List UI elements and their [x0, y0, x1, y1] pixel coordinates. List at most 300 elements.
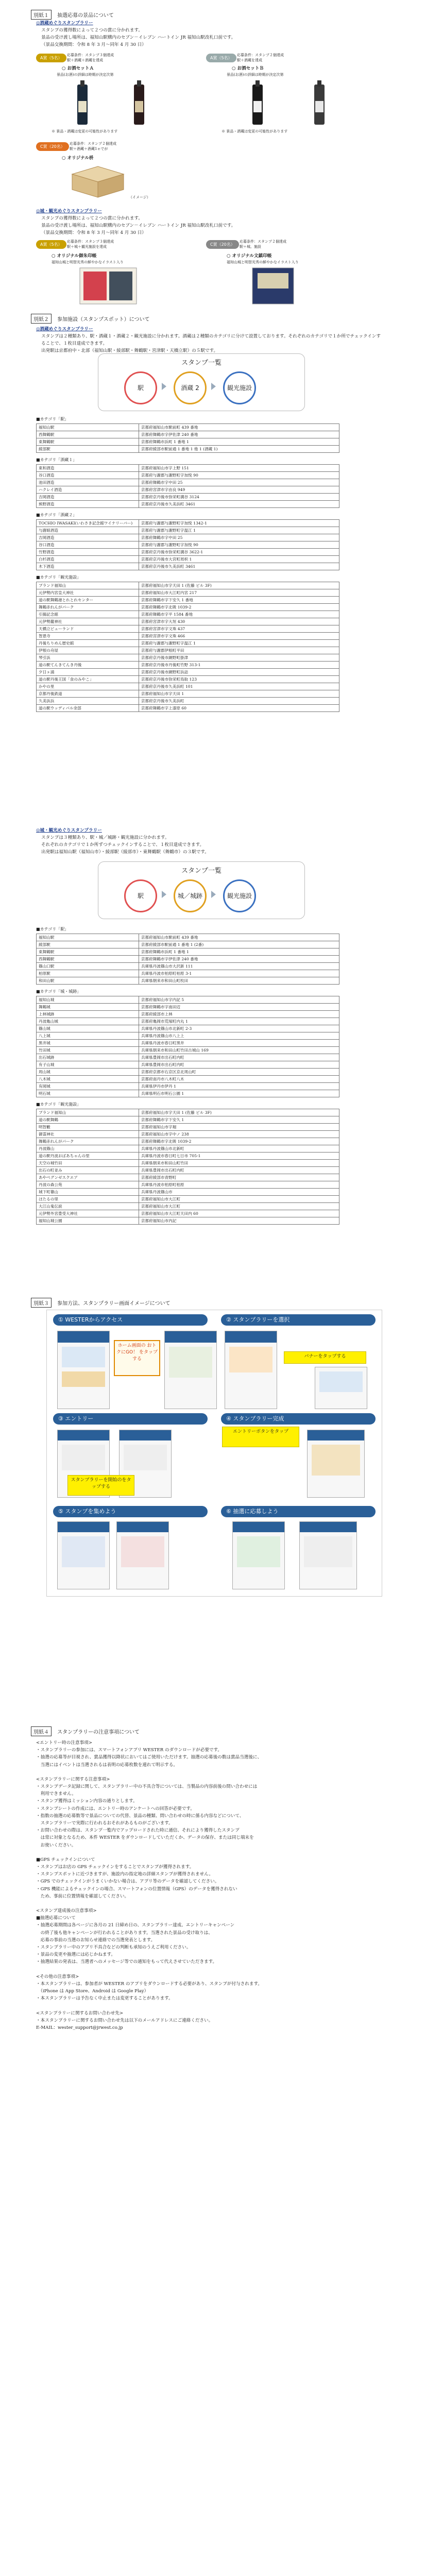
prize-cond: 応募条件：スタンプ２個達成 駅＋酒蔵＋酒蔵1ゃでが: [70, 142, 116, 151]
facility-address: 京都府宮津市字大垣 430: [139, 618, 339, 625]
step-header: ⑥ 抽選に応募しよう: [221, 1506, 376, 1517]
facility-address: 京都府福知山市字上野 151: [139, 465, 339, 472]
table-row: [37, 941, 339, 948]
table-row: [37, 472, 339, 479]
prize-cond: 応募条件：スタンプ３個達成 駅＋城＋観光施設を達成: [67, 240, 114, 249]
phone-screen: [164, 1331, 217, 1409]
facility-address: 京都府綾部市上林: [139, 1011, 339, 1018]
table-row: [37, 705, 339, 712]
table-row: [37, 446, 339, 453]
facility-name: 有岡城: [37, 1083, 139, 1090]
facility-name: 黒井城: [37, 1040, 139, 1047]
table-row: [37, 633, 339, 640]
section-badge: 別紙３: [31, 1298, 52, 1308]
facility-name: 天空の城竹田: [37, 1160, 139, 1167]
facility-address: 京都府舞鶴市字下安久 1: [139, 1116, 339, 1124]
prize-note: （イメージ）: [129, 195, 150, 199]
facility-address: 京都府京丹後市久美浜町 101: [139, 683, 339, 690]
callout-note: スタンプラリーを開始のをタップする: [67, 1475, 134, 1496]
section-title: スタンプラリーの注意事項について: [57, 1730, 140, 1735]
table-row: [37, 611, 339, 618]
stamp-list-card: [98, 353, 305, 411]
table-row: [37, 948, 339, 956]
facility-name: 出石の町並み: [37, 1167, 139, 1174]
facility-address: 京都府京丹後市丹後町竹野 313-1: [139, 662, 339, 669]
stamp-station: 駅: [124, 371, 157, 404]
facility-address: 京都府福知山市大江町: [139, 1196, 339, 1203]
table-row: [37, 1040, 339, 1047]
table-row: [37, 1167, 339, 1174]
facility-table: [36, 582, 339, 712]
table-row: [37, 1083, 339, 1090]
facility-address: 京都府福知山市内記: [139, 1217, 339, 1225]
table-row: [37, 520, 339, 527]
facility-address: 京都府京丹後市久美浜町 3461: [139, 563, 339, 570]
facility-name: 池田酒造: [37, 479, 139, 486]
table-row: [37, 1061, 339, 1069]
notes-line: <スタンプラリーに関するお問い合わせ先>: [36, 2010, 124, 2016]
facility-address: 京都府京丹後市弥栄町溝谷 3124: [139, 494, 339, 501]
facility-name: 八上城: [37, 1032, 139, 1040]
facility-name: 吉岡酒造: [37, 494, 139, 501]
wooden-masu-icon: [67, 164, 129, 200]
facility-name: 出石城跡: [37, 1054, 139, 1061]
stamp-station: 駅: [124, 879, 157, 912]
facility-address: 京都府舞鶴市字平 1584 番地: [139, 611, 339, 618]
table-row: [37, 563, 339, 570]
notes-line: ・GPS でのチェックインがうまくいかない場合は、アプリ等のデータを確認してください。: [36, 1879, 219, 1885]
table-row: [37, 494, 339, 501]
notes-line: <その他の注意事項>: [36, 1974, 79, 1979]
table-heading: ■カテゴリ「駅」: [36, 417, 69, 421]
facility-name: ブランド福知山: [37, 1109, 139, 1116]
phone-screen: [315, 1367, 367, 1409]
facility-address: 京都府福知山市字堀: [139, 1124, 339, 1131]
table-row: [37, 486, 339, 494]
facility-name: 吉岡酒造: [37, 534, 139, 541]
facility-address: 京都府福知山市字天田 1: [139, 690, 339, 698]
facility-name: 元伊勢外宮豊受大神社: [37, 1210, 139, 1217]
section-notes: [31, 1726, 395, 2031]
facility-name: 熊野酒造: [37, 501, 139, 508]
facility-address: 兵庫県朝来市和田山町竹田古城山 169: [139, 1047, 339, 1054]
subheading: ◎城・観光めぐりスタンプラリー: [36, 828, 102, 833]
table-row: [37, 1076, 339, 1083]
facility-name: 舞鶴赤れんがパーク: [37, 1138, 139, 1145]
notes-line: ・抽選応募期間は各ページに各月の 21 日締め日の、スタンプラリー達成、エントリーキャンペーン: [36, 1923, 235, 1928]
facility-address: 京都府舞鶴市浜町 1 番地 1: [139, 948, 339, 956]
paragraph: 景品の受け渡し場所は、福知山駅構内のセブン－イレブン ハートイン JR 福知山駅改札口前です。: [41, 223, 236, 228]
facility-address: 兵庫県朝来市和田山町枚田: [139, 977, 339, 985]
facility-address: 兵庫県丹波市春日町七日市 705-1: [139, 1153, 339, 1160]
table-heading: ■カテゴリ「酒蔵２」: [36, 513, 77, 517]
paragraph: スタンプは３種類あり、駅・城／城跡・観光施設に分かれます。: [41, 835, 169, 840]
facility-name: 城下町篠山: [37, 1189, 139, 1196]
facility-address: 京都府与謝郡与謝野町字温江 1: [139, 640, 339, 647]
facility-name: 丹波の森公苑: [37, 1181, 139, 1189]
facility-address: 京都府宮津市字文珠 466: [139, 633, 339, 640]
tables-castle: [31, 922, 395, 1225]
facility-address: 京都府与謝郡与謝野町字温江 1: [139, 527, 339, 534]
table-row: [37, 501, 339, 508]
facility-name: 木下酒造: [37, 563, 139, 570]
table-row: [37, 662, 339, 669]
facility-name: 天橋立ビューランド: [37, 625, 139, 633]
facility-table: [36, 423, 339, 453]
facility-name: かやの里: [37, 683, 139, 690]
phone-screen: [299, 1521, 357, 1589]
facility-address: 京都府亀岡市荒塚町内丸 1: [139, 1018, 339, 1025]
facility-name: 有子山城: [37, 1061, 139, 1069]
facility-address: 京都府京丹後市久美浜町: [139, 698, 339, 705]
facility-name: TOCHIO IWASAKI(いわさき記念館ワイナリーバー): [37, 520, 139, 527]
table-row: [37, 1189, 339, 1196]
notes-line: ・抽選結果の発表は、当選者へのメッセージ等での通知をもって代えさせていただきます。: [36, 1959, 217, 1965]
facility-name: 東和酒造: [37, 465, 139, 472]
facility-address: 京都府京都市右京区京北周山町: [139, 1069, 339, 1076]
table-row: [37, 618, 339, 625]
prize-cond: 応募条件：スタンプ３個達成 駅＋酒蔵＋酒蔵を達成: [67, 53, 114, 62]
facility-name: 綾部駅: [37, 446, 139, 453]
section-facilities: [31, 313, 395, 354]
prize-label: A賞（5名）: [36, 54, 66, 62]
facility-address: 京都府福知山市字天田 1 (佐藤 ビル 3F): [139, 582, 339, 589]
table-row: [37, 556, 339, 563]
facility-address: 京都府福知山市字内記 5: [139, 996, 339, 1004]
notes-line: <スタンプラリーに関する注意事項>: [36, 1776, 110, 1782]
arrow-right-icon: [162, 383, 166, 390]
facility-name: 道の駅丹後王国「食のみやこ」: [37, 676, 139, 683]
facility-name: 福知山城公園: [37, 1217, 139, 1225]
facility-address: 京都府福知山市大江町天田内 60: [139, 1210, 339, 1217]
prize-cond: 応募条件：スタンプ２個達成 駅＋城、施設: [240, 240, 286, 249]
table-row: [37, 1032, 339, 1040]
facility-address: 京都府福知山市字中ノ 238: [139, 1131, 339, 1138]
stamp-brewery: 酒蔵 2: [174, 371, 207, 404]
facility-name: ほたるの里: [37, 1196, 139, 1203]
notes-line: <エントリー時の注意事項>: [36, 1740, 92, 1745]
notes-line: ・本スタンプラリーに関するお問い合わせ先は以下のメールアドレスにご連絡ください。: [36, 2018, 213, 2023]
facility-name: 白杉酒造: [37, 556, 139, 563]
sake-bottles-icon: [57, 80, 175, 127]
step-header: ④ スタンプラリー完成: [221, 1413, 376, 1425]
table-row: [37, 582, 339, 589]
section-title: 参加方法、スタンプラリー画面イメージについて: [57, 1301, 171, 1307]
facility-address: 京都府与謝郡与謝野町字加悦 1342-1: [139, 520, 339, 527]
notes-line: お使いください。: [36, 1842, 76, 1848]
table-row: [37, 1004, 339, 1011]
facility-address: 京都府京丹後市網野町掛津: [139, 654, 339, 662]
table-row: [37, 604, 339, 611]
table-row: [37, 1124, 339, 1131]
facility-table: [36, 1109, 339, 1225]
phone-screen: [307, 1430, 365, 1498]
table-heading: ■カテゴリ「酒蔵１」: [36, 457, 77, 462]
facility-address: 京都府舞鶴市字中田 25: [139, 479, 339, 486]
callout-note: エントリーボタンをタップ: [222, 1427, 299, 1447]
facility-name: 舞鶴赤れんがパーク: [37, 604, 139, 611]
table-row: [37, 956, 339, 963]
table-row: [37, 1160, 339, 1167]
phone-screen: [232, 1521, 285, 1589]
table-heading: ■カテゴリ「観光施設」: [36, 1102, 81, 1107]
notes-line: [36, 1900, 395, 1907]
facility-address: 京都府京丹後市大宮町周枳 1: [139, 556, 339, 563]
notes-line: ■抽選応募について: [36, 1916, 76, 1921]
arrow-right-icon: [162, 891, 166, 898]
notes-line: は常に対象となるため、本件 WESTER をダウンロードしていただくか、データの保存、または同じ端末を: [36, 1835, 254, 1841]
notes-body: [36, 1739, 395, 2031]
table-row: [37, 676, 339, 683]
notes-line: [36, 2003, 395, 2010]
facility-table: [36, 519, 339, 570]
facility-name: 元伊勢籠神社: [37, 618, 139, 625]
goshuincho-image-icon: [77, 265, 139, 307]
facility-name: 与謝娘酒造: [37, 527, 139, 534]
facility-name: 福知山駅: [37, 424, 139, 431]
facility-address: 京都府福知山市字天田 1 (佐藤 ビル 3F): [139, 1109, 339, 1116]
facility-name: ブランド福知山: [37, 582, 139, 589]
facility-address: 京都府舞鶴市浜町 1 番地 1: [139, 438, 339, 446]
facility-address: 京都府舞鶴市字伊佐津 240 番地: [139, 956, 339, 963]
table-row: [37, 1153, 339, 1160]
notes-line: ・本スタンプラリーは予告なく中止または変更することがあります。: [36, 1996, 173, 2002]
facility-address: 兵庫県豊岡市出石町内町: [139, 1061, 339, 1069]
facility-name: あやべグンゼスクエア: [37, 1174, 139, 1181]
facility-name: 西舞鶴駅: [37, 431, 139, 438]
table-row: [37, 1090, 339, 1097]
notes-line: ・お問い合わせの際は、スタンプ一覧内でアップロードされた時に通信、それにより獲得したスタンプ: [36, 1828, 240, 1834]
tables-sake: [31, 412, 395, 712]
notes-line: ・指数の抽選の応募数等で景品についての代替、景品の種類、問い合わせの時に係る内容などについて、: [36, 1813, 244, 1819]
prize-note: 福知山城と明智光秀の鮮やかなイラスト入り: [227, 260, 299, 264]
callout-note: ホーム画面の おトクにGO！ をタップする: [114, 1340, 160, 1376]
facility-name: 福知山城: [37, 996, 139, 1004]
facility-address: 兵庫県豊岡市出石町内町: [139, 1167, 339, 1174]
notes-line: ・景品の変更や抽選には応じかねます。: [36, 1952, 116, 1958]
facility-table: [36, 464, 339, 508]
facility-name: 竹田城: [37, 1047, 139, 1054]
facility-name: 舞鶴城: [37, 1004, 139, 1011]
facility-name: 東舞鶴駅: [37, 438, 139, 446]
table-row: [37, 465, 339, 472]
table-row: [37, 549, 339, 556]
phone-screen: [225, 1331, 277, 1409]
table-row: [37, 424, 339, 431]
arrow-right-icon: [211, 383, 216, 390]
facility-address: 京都府与謝郡与謝野町字加悦 90: [139, 541, 339, 549]
prize-note: 景品(お酒)の詳細は時期が決定次第: [227, 73, 284, 77]
notes-line: ・抽選の応募等が目視され、賞品獲得以降状においてはご使用いただけます。抽選の応募後の数は賞品当選後に、: [36, 1755, 262, 1760]
facility-name: 丹後ちりめん歴史館: [37, 640, 139, 647]
facility-name: 柏原駅: [37, 970, 139, 977]
facility-address: 京都府舞鶴市字南田辺: [139, 1004, 339, 1011]
facility-name: 福知山駅: [37, 934, 139, 941]
table-row: [37, 541, 339, 549]
facility-address: 兵庫県丹波市柏原町柏原 3-1: [139, 970, 339, 977]
table-row: [37, 1217, 339, 1225]
prize-set-a: ○ お酒セットＡ 景品(お酒)の詳細は時期が決定次第 ※ 景品・酒蔵は変更の可能性があります: [36, 65, 201, 137]
facility-address: 京都府舞鶴市字下安久 1 番地: [139, 597, 339, 604]
paragraph: 景品の受け渡し場所は、福知山駅構内のセブン－イレブン ハートイン JR 福知山駅改札口前です。: [41, 35, 236, 40]
facility-address: 兵庫県丹波市春日町黒井: [139, 1040, 339, 1047]
facility-name: 道の駅ウッディパル余部: [37, 705, 139, 712]
table-row: [37, 1203, 339, 1210]
table-row: [37, 970, 339, 977]
notes-line: ・スタンプラリー中のアプリ不具合などの判断も承知のうえご利用ください。: [36, 1945, 191, 1951]
table-row: [37, 996, 339, 1004]
notes-line: ・スタンプシートの作成には、エントリー時のアンケートへの回答が必要です。: [36, 1806, 195, 1811]
step-header: ① WESTERからアクセス: [53, 1314, 208, 1326]
table-row: [37, 1174, 339, 1181]
notes-line: ・スタンプスポットに近づきますが、施設内の指定地の詳細スタンプが獲得されません。: [36, 1872, 213, 1877]
paragraph: スタンプの獲得数によって２つの賞に分かれます。: [41, 216, 143, 221]
facility-name: 西舞鶴駅: [37, 956, 139, 963]
stamp-sightseeing: 観光施設: [223, 879, 256, 912]
table-row: [37, 1210, 339, 1217]
stamp-list-title: スタンプ一覧: [181, 867, 221, 875]
section-badge: 別紙２: [31, 314, 52, 324]
facility-address: 京都府宮津市字文珠 437: [139, 625, 339, 633]
step-header: ③ エントリー: [53, 1413, 208, 1425]
stamp-list-card: [98, 861, 305, 919]
table-row: [37, 934, 339, 941]
facility-address: 兵庫県伊丹市伊丹 1: [139, 1083, 339, 1090]
notes-line: ・スタンプデータ記録に関して、スタンプラリー中の不具合等については、当製品の内容前後の問い合わせには: [36, 1784, 258, 1790]
facility-name: 上林城跡: [37, 1011, 139, 1018]
paragraph: それぞれのカテゴリで１か所ずつチェックインすることで、１枚目達成できます。: [41, 842, 205, 848]
table-row: [37, 1138, 339, 1145]
section-badge: 別紙４: [31, 1726, 52, 1736]
table-row: [37, 1131, 339, 1138]
notes-line: の終了後も他キャンペーンが行われることがあります。当選された景品の受け取りは、: [36, 1930, 213, 1936]
facility-name: 伊根の舟屋: [37, 647, 139, 654]
subheading: ◎城・観光めぐりスタンプラリー: [36, 209, 102, 214]
facility-name: 丹波篠山: [37, 1145, 139, 1153]
section-howto: [31, 1297, 395, 1308]
table-heading: ■カテゴリ「城・城跡」: [36, 989, 81, 994]
notes-line: E-MAIL：wester_support@jrwest.co.jp: [36, 2025, 123, 2030]
prize-name: ○ お酒セットＡ: [62, 66, 94, 71]
table-row: [37, 1196, 339, 1203]
facility-name: 谷口酒造: [37, 541, 139, 549]
paragraph: 出発駅は京都府中・北部（福知山駅・綾部駅・舞鶴駅・宮津駅・天橋立駅）の５駅です。: [41, 348, 218, 353]
table-row: [37, 1011, 339, 1018]
subheading: ◎酒蔵めぐりスタンプラリー: [36, 21, 93, 26]
table-heading: ■カテゴリ「観光施設」: [36, 575, 81, 580]
callout-note: バナーをタップする: [284, 1351, 366, 1364]
step-header: ⑤ スタンプを集めよう: [53, 1506, 208, 1517]
table-row: [37, 1116, 339, 1124]
prize-label: A賞（5名）: [36, 240, 66, 249]
prize-set-b: ○ お酒セットＢ 景品(お酒)の詳細は時期が決定次第 ※ 景品・酒蔵は変更の可能性があります: [206, 65, 386, 137]
facility-address: 京都府福知山市大江町内宮 217: [139, 589, 339, 597]
notes-line: ・スタンプラリーの参加には、スマートフォンアプリ WESTER のダウンロードが必要です。: [36, 1748, 223, 1753]
facility-address: 京都府京丹後市弥栄町溝谷 3622-1: [139, 549, 339, 556]
section-badge: 別紙１: [31, 10, 52, 20]
facility-address: 兵庫県丹波篠山市北新町: [139, 1145, 339, 1153]
notes-line: ・GPS 機能によるチェックインの場合、スマートフォンの位置情報（GPS）のデータを獲得されない: [36, 1886, 237, 1892]
facility-name: 周山城: [37, 1069, 139, 1076]
table-row: [37, 479, 339, 486]
table-heading: ■カテゴリ「駅」: [36, 927, 69, 931]
facility-name: 引揚記念館: [37, 611, 139, 618]
notes-line: （iPhone は App Store、Android は Google Play）: [36, 1989, 149, 1994]
stamp-list-title: スタンプ一覧: [181, 359, 221, 367]
table-row: [37, 589, 339, 597]
facility-name: 明石城: [37, 1090, 139, 1097]
facility-table: [36, 996, 339, 1097]
facility-address: 京都府与謝郡伊根町平田: [139, 647, 339, 654]
facility-address: 京都府綾部市青野町: [139, 1174, 339, 1181]
facility-address: 京都府舞鶴市字上漆原 60: [139, 705, 339, 712]
stamp-sightseeing: 観光施設: [223, 371, 256, 404]
section-prizes: [31, 9, 395, 298]
paragraph: （景品交換期間：令和 8 年 3 月～同年 4 月 30 日）: [41, 230, 146, 235]
prize-label: C賞（20名）: [36, 142, 69, 151]
table-row: [37, 690, 339, 698]
facility-name: 夕日ヶ浦: [37, 669, 139, 676]
facility-name: 久美浜浜: [37, 698, 139, 705]
facility-name: 八木城: [37, 1076, 139, 1083]
facility-address: 兵庫県豊岡市出石町内町: [139, 1054, 339, 1061]
notes-line: ・本スタンプラリーは、参加者が WESTER のアプリをダウンロードする必要があり、スタンプが付与されます。: [36, 1981, 262, 1987]
paragraph: （景品交換期間：令和 8 年 3 月～同年 4 月 30 日）: [41, 42, 146, 47]
facility-address: 兵庫県丹波篠山市八上上: [139, 1032, 339, 1040]
facility-address: 京都府福知山市駅前町 439 番地: [139, 424, 339, 431]
table-row: [37, 597, 339, 604]
facility-name: 東舞鶴駅: [37, 948, 139, 956]
facility-name: 京都丹後鉄道: [37, 690, 139, 698]
phone-screen: [116, 1521, 169, 1589]
facility-name: 大江山鬼伝説: [37, 1203, 139, 1210]
notes-line: <スタンプ達成後の注意事項>: [36, 1908, 97, 1914]
prize-name: ○ オリジナル枡: [62, 156, 94, 161]
table-row: [37, 1047, 339, 1054]
notes-line: ・スタンプはお店の GPS チェックインをすることでスタンプが獲得されます。: [36, 1865, 194, 1870]
section-title: 参加施設（スタンプスポット）について: [57, 317, 150, 323]
howto-panel: [46, 1310, 382, 1597]
bunchin-image-icon: [242, 265, 304, 307]
table-row: [37, 640, 339, 647]
facility-address: 兵庫県丹波篠山市: [139, 1189, 339, 1196]
facility-name: 綾部駅: [37, 941, 139, 948]
prize-cond: 応募条件：スタンプ２個達成 駅＋酒蔵を達成: [237, 53, 284, 62]
table-row: [37, 1069, 339, 1076]
section-castle: [31, 827, 395, 856]
facility-name: 御霊神社: [37, 1131, 139, 1138]
paragraph: 出発駅は福知山駅（福知山市）・綾部駅（綾部市）・東舞鶴駅（舞鶴市）の３駅です。: [41, 850, 209, 855]
facility-address: 兵庫県朝来市和田山町竹田: [139, 1160, 339, 1167]
notes-line: 利用できません。: [36, 1791, 76, 1797]
notes-line: ため、事前に位置情報を確認してください。: [36, 1893, 129, 1899]
facility-name: 道の駅丹波おばあちゃんの里: [37, 1153, 139, 1160]
facility-address: 兵庫県丹波篠山市大沢新 111: [139, 963, 339, 970]
stamp-castle: 城／城跡: [174, 879, 207, 912]
facility-name: 篠山城: [37, 1025, 139, 1032]
facility-name: 竹野酒造: [37, 549, 139, 556]
table-row: [37, 438, 339, 446]
table-row: [37, 963, 339, 970]
step-header: ② スタンプラリーを選択: [221, 1314, 376, 1326]
facility-address: 京都府京丹後市網野町浜詰: [139, 669, 339, 676]
table-row: [37, 698, 339, 705]
notes-line: [36, 1849, 395, 1856]
notes-line: ・スタンプ獲得はミッション内容の通りとします。: [36, 1799, 138, 1804]
notes-line: [36, 1966, 395, 1973]
facility-address: 京都府舞鶴市字中田 25: [139, 534, 339, 541]
table-row: [37, 1181, 339, 1189]
